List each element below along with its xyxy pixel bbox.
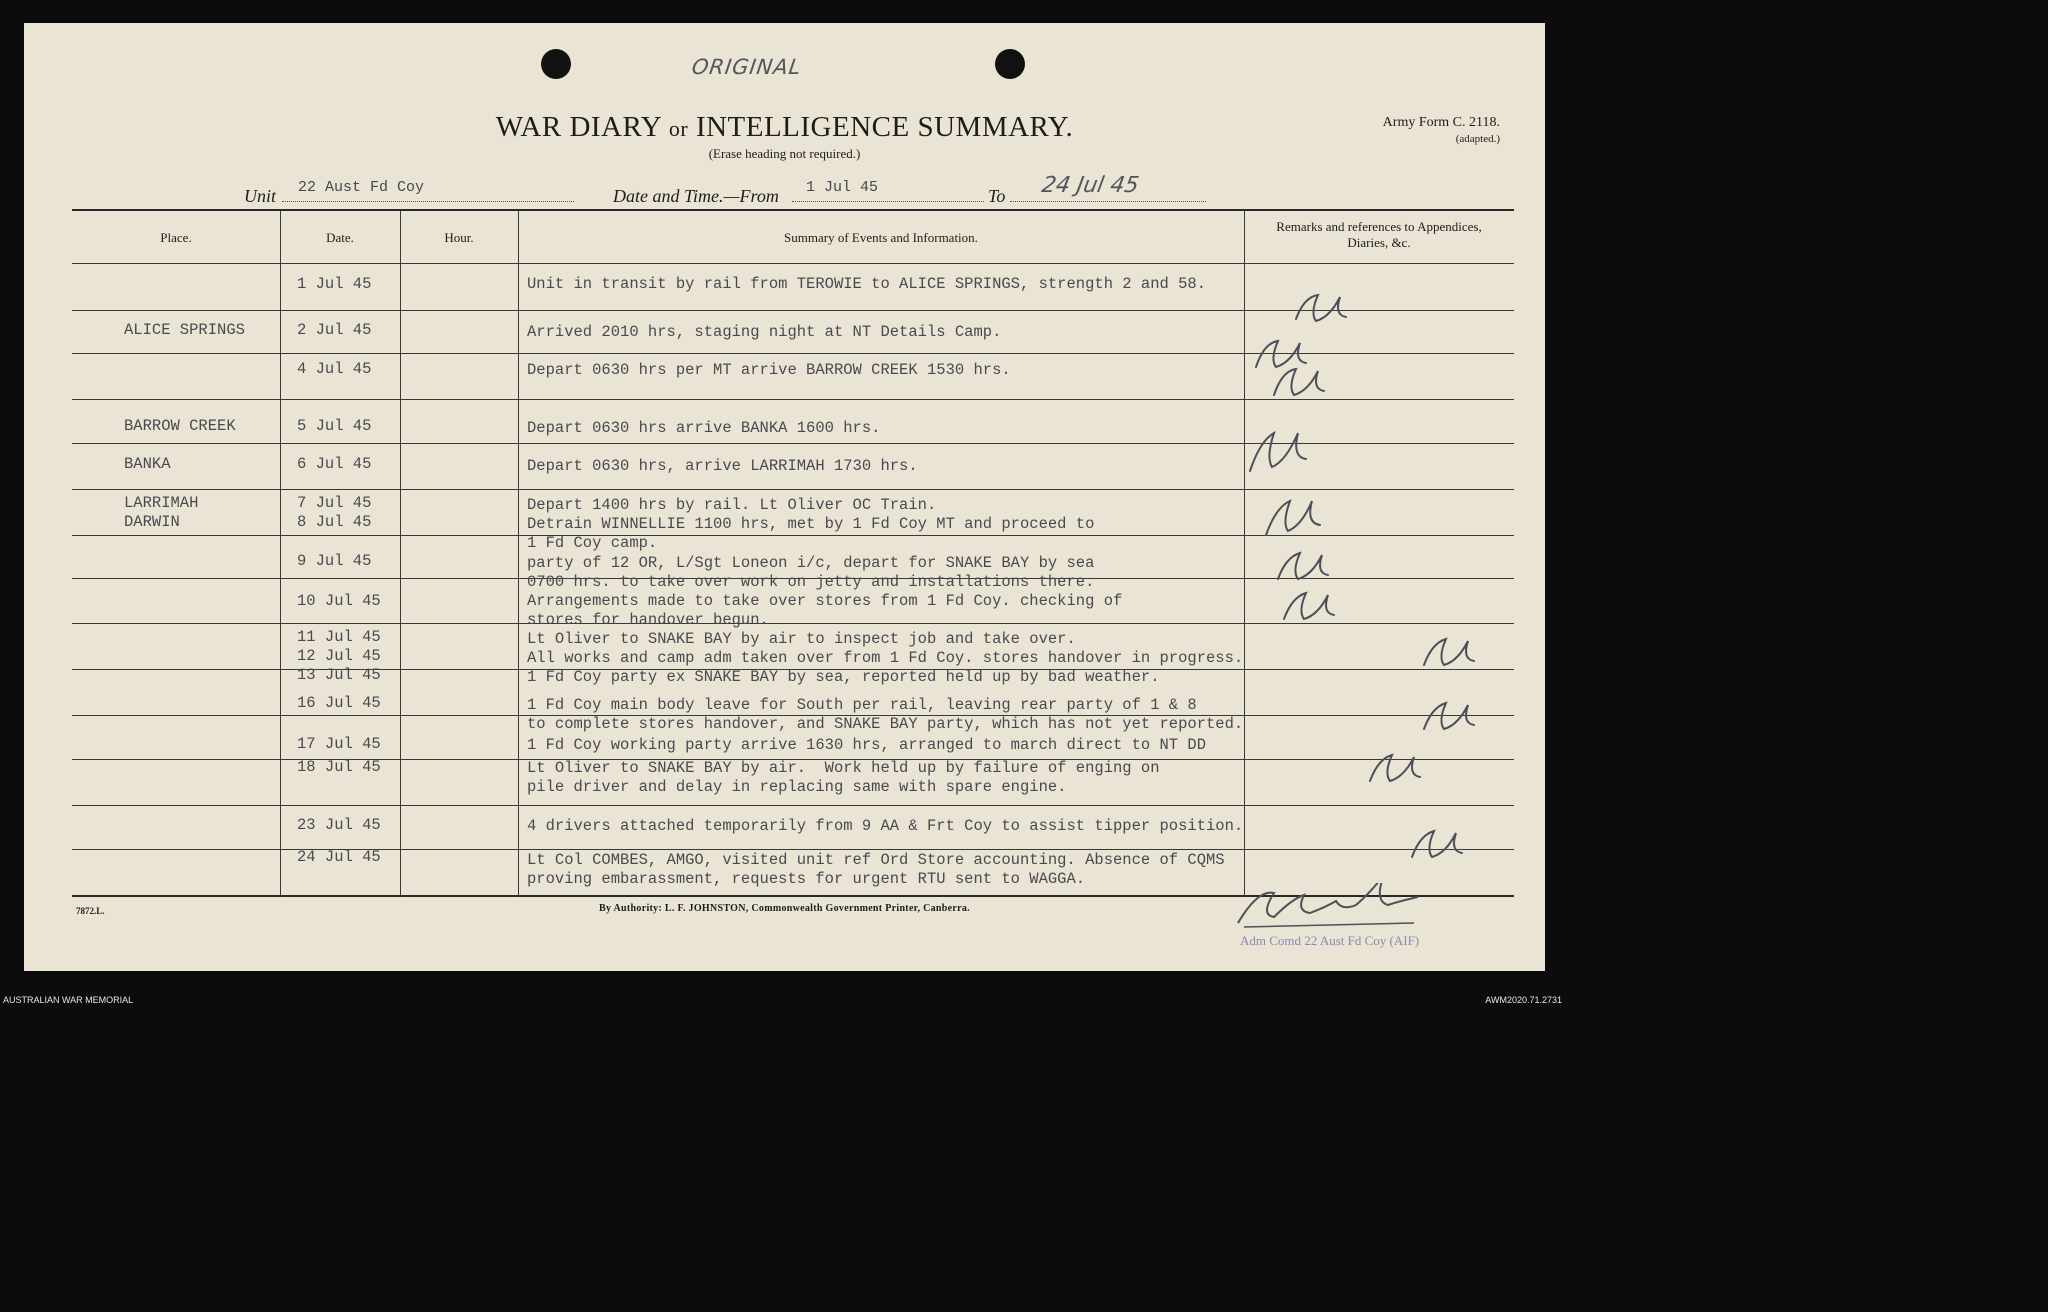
initial-mark (1424, 639, 1474, 665)
entry-summary: 1 Fd Coy working party arrive 1630 hrs, arranged to march direct to NT DD (527, 736, 1207, 754)
from-value: 1 Jul 45 (806, 179, 879, 196)
column-divider (280, 211, 281, 897)
diary-page (24, 23, 1545, 971)
entry-date: 11 Jul 45 12 Jul 45 13 Jul 45 (297, 628, 381, 684)
initial-mark (1412, 831, 1462, 857)
column-header-place: Place. (160, 230, 192, 245)
date-from-label: Date and Time.—From (613, 186, 779, 206)
entry-date: 2 Jul 45 (297, 321, 372, 339)
column-divider (1244, 211, 1245, 897)
entry-summary: Depart 0630 hrs, arrive LARRIMAH 1730 hrs. (527, 457, 918, 475)
entry-date: 5 Jul 45 (297, 417, 372, 435)
entry-date: 7 Jul 45 8 Jul 45 (297, 494, 372, 531)
initial-mark (1278, 553, 1328, 579)
signature (1234, 883, 1424, 931)
entry-summary: party of 12 OR, L/Sgt Loneon i/c, depart for SNAKE BAY by sea 0700 hrs. to take over work on jetty and installations there. (527, 554, 1095, 591)
entry-summary: Depart 0630 hrs per MT arrive BARROW CREEK 1530 hrs. (527, 361, 1011, 379)
to-label: To (988, 186, 1006, 206)
column-divider (518, 211, 519, 897)
form-reference (1383, 115, 1500, 147)
entry-summary: 1 Fd Coy main body leave for South per rail, leaving rear party of 1 & 8 to complete stores handover, and SNAKE BAY party, which has not yet reported. (527, 696, 1244, 733)
unit-label: Unit (244, 186, 277, 206)
column-divider (400, 211, 401, 897)
initial-mark (1256, 341, 1306, 367)
entry-summary: Lt Oliver to SNAKE BAY by air to inspect job and take over. All works and camp adm taken over from 1 Fd Coy. stores handover in progress. 1 Fd Coy party ex SNAKE BAY by sea, reported held up by bad weather. (527, 630, 1244, 686)
table-top-rule (72, 209, 1514, 211)
entry-place: BANKA (124, 455, 171, 473)
row-rule (72, 849, 1514, 850)
column-header-remarks: Remarks and references to Appendices, Diaries, &c. (1276, 219, 1482, 250)
entry-summary: Arrived 2010 hrs, staging night at NT Details Camp. (527, 323, 1002, 341)
row-rule (72, 353, 1514, 354)
archive-label: AUSTRALIAN WAR MEMORIAL (3, 995, 134, 1005)
row-rule (72, 805, 1514, 806)
entry-date: 16 Jul 45 (297, 694, 381, 712)
row-rule (72, 489, 1514, 490)
original-handwritten-mark: ORIGINAL (690, 55, 804, 79)
entry-date: 18 Jul 45 (297, 758, 381, 776)
entry-summary: Lt Col COMBES, AMGO, visited unit ref Ord Store accounting. Absence of CQMS proving embarassment, requests for urgent RTU sent to WAGGA. (527, 851, 1225, 888)
to-value: 24 Jul 45 (1039, 173, 1141, 198)
punch-hole (995, 49, 1025, 79)
entry-place: BARROW CREEK (124, 417, 236, 435)
initial-mark (1266, 501, 1320, 535)
entry-place: ALICE SPRINGS (124, 321, 245, 339)
column-header-summary: Summary of Events and Information. (784, 230, 978, 245)
unit-value: 22 Aust Fd Coy (298, 179, 425, 196)
initial-mark (1284, 593, 1334, 619)
page-title (24, 111, 1545, 144)
punch-hole (541, 49, 571, 79)
title-or: or (668, 116, 689, 141)
form-adapted: (adapted.) (1455, 133, 1500, 145)
initial-mark (1424, 703, 1474, 729)
title-summary: INTELLIGENCE SUMMARY. (695, 111, 1074, 143)
row-rule (72, 263, 1514, 264)
command-stamp: Adm Comd 22 Aust Fd Coy (AIF) (1240, 933, 1420, 948)
entry-place: LARRIMAH DARWIN (124, 494, 199, 531)
entry-summary: 4 drivers attached temporarily from 9 AA & Frt Coy to assist tipper position. (527, 817, 1244, 835)
entry-summary: Lt Oliver to SNAKE BAY by air. Work held up by failure of enging on pile driver and delay in replacing same with spare engine. (527, 759, 1160, 796)
printer-authority: By Authority: L. F. JOHNSTON, Commonwealth Government Printer, Canberra. (599, 903, 970, 914)
entry-date: 6 Jul 45 (297, 455, 372, 473)
title-war-diary: WAR DIARY (495, 111, 662, 143)
column-header-hour: Hour. (444, 230, 474, 245)
entry-summary: Unit in transit by rail from TEROWIE to ALICE SPRINGS, strength 2 and 58. (527, 275, 1207, 293)
initial-mark (1250, 433, 1306, 471)
archive-reference: AWM2020.71.2731 (1485, 995, 1562, 1005)
entry-summary: Depart 0630 hrs arrive BANKA 1600 hrs. (527, 419, 881, 437)
initial-mark (1296, 295, 1346, 321)
form-code: 7872.L. (76, 906, 105, 916)
initial-mark (1274, 369, 1324, 395)
from-dotted-line (792, 201, 984, 202)
entry-date: 17 Jul 45 (297, 735, 381, 753)
entry-date: 1 Jul 45 (297, 275, 372, 293)
entry-summary: Arrangements made to take over stores from 1 Fd Coy. checking of stores for handover begun. (527, 592, 1123, 629)
entry-date: 10 Jul 45 (297, 592, 381, 610)
column-header-date: Date. (326, 230, 354, 245)
entry-date: 9 Jul 45 (297, 552, 372, 570)
unit-dotted-line (282, 201, 574, 202)
row-rule (72, 443, 1514, 444)
entry-date: 24 Jul 45 (297, 848, 381, 866)
entry-date: 4 Jul 45 (297, 360, 372, 378)
page-subtitle: (Erase heading not required.) (708, 146, 861, 161)
row-rule (72, 399, 1514, 400)
to-dotted-line (1010, 201, 1206, 202)
entry-date: 23 Jul 45 (297, 816, 381, 834)
form-number: Army Form C. 2118. (1382, 115, 1500, 130)
entry-summary: Depart 1400 hrs by rail. Lt Oliver OC Train. Detrain WINNELLIE 1100 hrs, met by 1 Fd Coy MT and proceed to 1 Fd Coy camp. (527, 496, 1095, 552)
row-rule (72, 310, 1514, 311)
